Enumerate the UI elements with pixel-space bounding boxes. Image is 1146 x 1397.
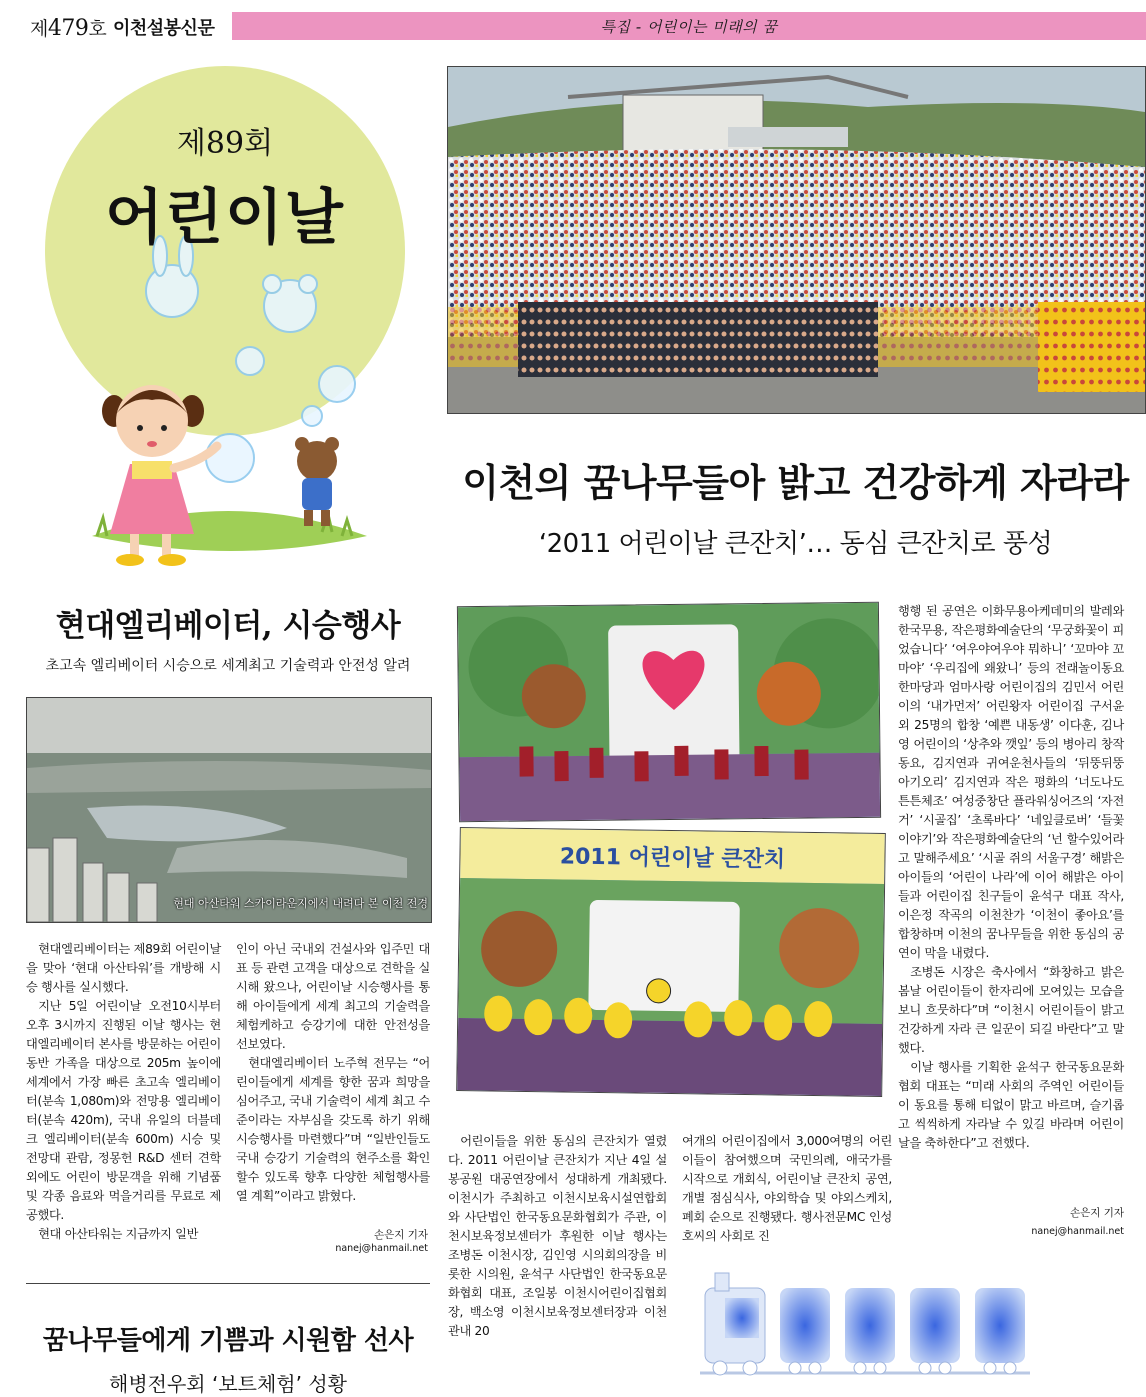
main-story-column-1: 어린이들을 위한 동심의 큰잔치가 열렸다. 2011 어린이날 큰잔치가 지난 4일 설봉공원 대공연장에서 성대하게 개최됐다. 이천시가 주최하고 이천시보육시설연합회와 사단법인 한국동요문화협회가 주관, 이천시보육정보센터가 후원한 이날 행사는 조병돈 이천시장, 김인영 시의회의장을 비롯한 시의원, 윤석구 사단법인 한국동요문화협회 대표, 조일봉 이천시어린이집협회장, 백소영 이천시보육정보센터장과 이천관내 20	[448, 1134, 667, 1338]
main-story-right-column: 행행 된 공연은 이화무용아케데미의 발레와 한국무용, 작은평화예술단의 ‘무궁화꽃이 피었습니다’ ‘여우야여우야 뭐하니’ ‘꼬마야 꼬마야’ ‘우리집에 왜왔니’ 등의 전래놀이동요 한마당과 엄마사랑 어린이집의 김민서 어린이의 ‘내가먼저’ 어린왕자 어린이집 구서윤 외 25명의 합창 ‘예쁜 내동생’ 이다훈, 김나영 어린이의 ‘상추와 깻잎’ 등의 병아리 창작동요, 김지연과 귀여운천사들의 ‘뒤뚱뒤뚱 아기오리’ 김지연과 작은 평화의 ‘너도나도 튼튼체조’ 여성중창단 플라워싱어즈의 ‘자전거’ ‘시골집’ ‘초록바다’ ‘네잎클로버’ ‘들꽃이야기’와 작은평화예술단의 ‘넌 할수있어라고 말해주세요’ ‘시골 쥐의 서울구경’ 해밝은 아이들의 ‘어린이 나라’에 이어 해밝은 아이들과 어린이집 친구들이 윤석구 대표 작사, 이은정 작곡의 이천찬가 ‘이천이 좋아요’를 합창하며 이천의 꿈나무들을 위한 동심의 공연이 막을 내렸다. 조병돈 시장은 축사에서 “화창하고 밝은 봄날 어린이들이 한자리에 모여있는 모습을 보니 흐뭇하다”며 “이천시 어린이들이 밝고 건강하게 자라 큰 일꾼이 되길 바란다”고 말했다. 이날 행사를 기획한 윤석구 한국동요문화협회 대표는 “미래 사회의 주역인 어린이들이 동요를 통해 티없이 맑고 바르며, 슬기롭고 씩씩하게 자라날 수 있길 바라며 어린이날을 축하한다”고 전했다.	[898, 604, 1124, 1150]
section-title: 특집 - 어린이는 미래의 꿈	[600, 18, 778, 36]
main-story-column-2: 여개의 어린이집에서 3,000여명의 어린이들이 참여했으며 국민의례, 애국가를 시작으로 개회식, 어린이날 큰잔치 공연, 개별 점심식사, 야외학습 및 야외스케치, 폐회 순으로 진행됐다. 행사전문MC 인성호씨의 사회로 진	[682, 1134, 892, 1243]
elevator-email: nanej@hanmail.net	[335, 1243, 428, 1254]
main-byline: 손은지 기자	[1069, 1207, 1124, 1219]
city-photo-caption: 현대 아산타워 스카이라운지에서 내려다 본 이천 전경	[173, 897, 428, 910]
hero-title-small: 제89회	[176, 126, 274, 161]
section-divider	[26, 1283, 430, 1284]
main-email: nanej@hanmail.net	[1031, 1226, 1124, 1237]
elevator-subheadline: 초고속 엘리베이터 시승으로 세계최고 기술력과 안전성 알려	[45, 658, 411, 674]
bottom-headline: 꿈나무들에게 기쁨과 시원함 선사	[42, 1326, 414, 1356]
bottom-subheadline: 해병전우회 ‘보트체험’ 성황	[109, 1372, 347, 1396]
stage-banner-text: 2011 어린이날 큰잔치	[559, 844, 786, 873]
hero-title-big: 어린이날	[105, 183, 345, 253]
issue-number: 제479호	[30, 16, 107, 41]
train-decoration	[700, 1268, 1030, 1383]
paper-name: 이천설봉신문	[113, 18, 215, 39]
elevator-column-1: 현대엘리베이터는 제89회 어린이날을 맞아 ‘현대 아산타워’를 개방해 시승 행사를 실시했다. 지난 5일 어린이날 오전10시부터 오후 3시까지 진행된 이날 행사는 현대엘리베이터 본사를 방문하는 어린이 동반 가족을 대상으로 205m 높이에 세계에서 가장 빠른 초고속 엘리베이터(분속 1,080m)와 전망용 엘리베이터(분속 420m), 국내 유일의 더블데크 엘리베이터(분속 600m) 시승 및 전망대 관람, 정몽헌 R&D 센터 견학 외에도 어린이 방문객을 위해 기념품 및 각종 음료와 먹을거리를 무료로 제공했다. 현대 아산타워는 지금까지 일반	[26, 942, 221, 1241]
main-headline: 이천의 꿈나무들아 밝고 건강하게 자라라	[462, 460, 1129, 505]
stage-photo-2	[456, 827, 886, 1097]
main-subheadline: ‘2011 어린이날 큰잔치’… 동심 큰잔치로 풍성	[538, 529, 1053, 559]
elevator-column-2: 인이 아닌 국내외 건설사와 입주민 대표 등 관련 고객을 대상으로 견학을 실시해 왔으나, 어린이날 시승행사를 통해 아이들에게 세계 최고의 기술력을 체험케하고 승강기에 대한 안전성을 선보였다. 현대엘리베이터 노주혁 전무는 “어린이들에게 세계를 향한 꿈과 희망을 심어주고, 국내 기술력이 세계 최고 수준이라는 자부심을 갖도록 하기 위해 시승행사를 마련했다”며 “일반인들도 국내 승강기 기술력의 현주소를 확인할수 있도록 향후 다양한 체험행사를 열 계획”이라고 밝혔다.	[236, 942, 430, 1203]
crowd-photo	[447, 66, 1146, 414]
elevator-byline: 손은지 기자	[373, 1229, 428, 1241]
stage-photo-1	[457, 602, 881, 822]
city-view-photo	[26, 697, 432, 923]
elevator-headline: 현대엘리베이터, 시승행사	[55, 608, 401, 644]
